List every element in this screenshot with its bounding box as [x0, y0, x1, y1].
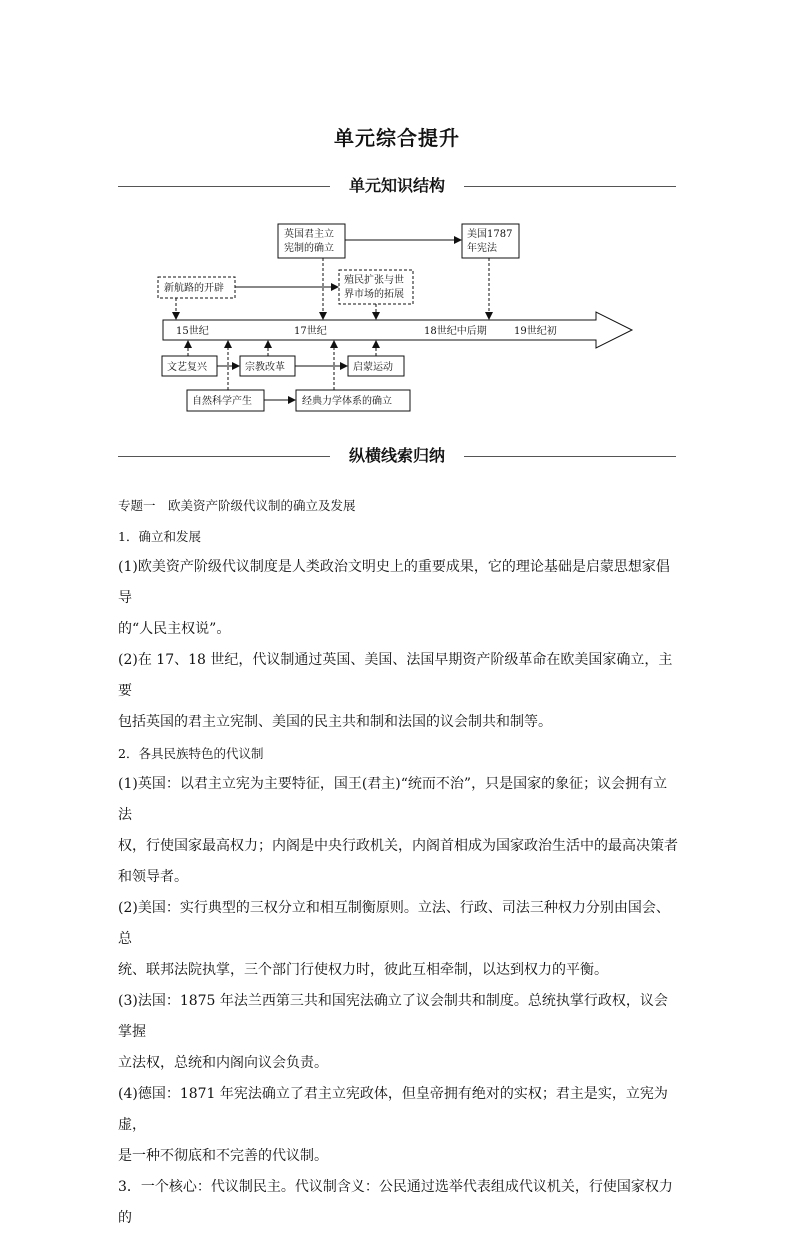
paragraph-line: 统、联邦法院执掌，三个部门行使权力时，彼此互相牵制，以达到权力的平衡。: [118, 962, 608, 978]
section-title: 单元知识结构: [348, 176, 445, 195]
knowledge-structure-diagram: [0, 0, 794, 430]
timeline-label: 17世纪: [294, 326, 327, 337]
content-body: [118, 490, 678, 1234]
box-colonial-line1: 殖民扩张与世: [344, 275, 404, 286]
timeline-label: 18世纪中后期: [424, 326, 487, 337]
timeline-arrow: [163, 312, 632, 348]
box-science-label: 自然科学产生: [192, 396, 252, 407]
paragraph-line: 3．一个核心：代议制民主。代议制含义：公民通过选举代表组成代议机关，行使国家权力的: [118, 1179, 673, 1226]
timeline-label: 15世纪: [176, 326, 209, 337]
paragraph-line: 和领导者。: [118, 869, 188, 885]
divider-right: [464, 456, 676, 457]
paragraph-line: 的“人民主权说”。: [118, 621, 231, 637]
paragraph-line: (2)在 17、18 世纪，代议制通过英国、美国、法国早期资产阶级革命在欧美国家确立，主要: [118, 652, 673, 699]
box-reformation-label: 宗教改革: [245, 362, 285, 373]
paragraph-line: (1)欧美资产阶级代议制度是人类政治文明史上的重要成果，它的理论基础是启蒙思想家倡导: [118, 559, 670, 606]
box-route-label: 新航路的开辟: [164, 283, 224, 294]
paragraph-line: (1)英国：以君主立宪为主要特征，国王(君主)“统而不治”，只是国家的象征；议会拥有立法: [118, 776, 668, 823]
paragraph-line: 包括英国的君主立宪制、美国的民主共和制和法国的议会制共和制等。: [118, 714, 552, 730]
box-renaissance-label: 文艺复兴: [167, 362, 207, 373]
box-england-line2: 宪制的确立: [284, 243, 334, 254]
section-header-clues: [118, 444, 676, 468]
paragraph-line: 是一种不彻底和不完善的代议制。: [118, 1148, 328, 1164]
timeline-label: 19世纪初: [514, 326, 557, 337]
box-usa-line2: 年宪法: [467, 243, 497, 254]
subheading: 2．各具民族特色的代议制: [118, 746, 264, 761]
box-colonial-line2: 界市场的拓展: [344, 289, 404, 300]
topic-heading: 专题一 欧美资产阶级代议制的确立及发展: [118, 498, 356, 513]
box-enlightenment-label: 启蒙运动: [353, 362, 393, 373]
box-mechanics-label: 经典力学体系的确立: [302, 396, 392, 407]
section-title: 纵横线索归纳: [348, 446, 445, 465]
subheading: 1．确立和发展: [118, 529, 201, 544]
box-usa-line1: 美国1787: [467, 229, 513, 240]
page-title: 单元综合提升: [334, 126, 460, 150]
paragraph-line: 立法权，总统和内阁向议会负责。: [118, 1055, 328, 1071]
paragraph-line: (4)德国：1871 年宪法确立了君主立宪政体，但皇帝拥有绝对的实权；君主是实，立宪为虚，: [118, 1086, 668, 1133]
paragraph-line: (2)美国：实行典型的三权分立和相互制衡原则。立法、行政、司法三种权力分别由国会、总: [118, 900, 670, 947]
box-england-line1: 英国君主立: [284, 229, 334, 240]
paragraph-line: (3)法国：1875 年法兰西第三共和国宪法确立了议会制共和制度。总统执掌行政权，议会掌握: [118, 993, 668, 1040]
paragraph-line: 权，行使国家最高权力；内阁是中央行政机关，内阁首相成为国家政治生活中的最高决策者: [118, 838, 678, 854]
